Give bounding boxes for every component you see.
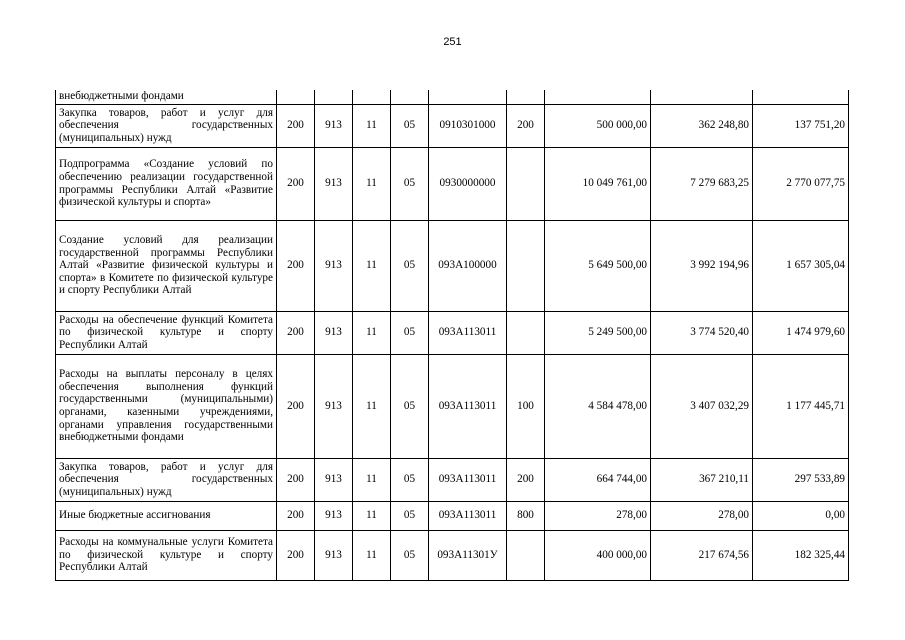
table-cell-ministry: 913 xyxy=(315,104,353,147)
table-cell-section: 11 xyxy=(353,311,391,354)
target-code: 093А100000 xyxy=(438,259,497,272)
table-row xyxy=(56,90,849,104)
table-cell-target-code xyxy=(429,354,507,458)
table-cell-remainder: 137 751,20 xyxy=(753,104,849,147)
table-cell-name: Иные бюджетные ассигнования xyxy=(56,501,277,530)
table-cell-expense-type: 200 xyxy=(507,104,545,147)
table-cell-executed xyxy=(651,90,753,104)
table-cell-plan: 5 249 500,00 xyxy=(545,311,651,354)
table-cell-plan: 4 584 478,00 xyxy=(545,354,651,458)
page-number: 251 xyxy=(443,36,462,48)
target-code: 093А113011 xyxy=(438,399,497,412)
table-cell-admin: 200 xyxy=(277,530,315,580)
table-cell-subsection: 05 xyxy=(391,354,429,458)
table-cell-target-code xyxy=(429,458,507,501)
table-cell-executed: 362 248,80 xyxy=(651,104,753,147)
table-cell-subsection: 05 xyxy=(391,104,429,147)
table-row xyxy=(56,354,849,458)
table-cell-expense-type xyxy=(507,220,545,311)
table-cell-section: 11 xyxy=(353,220,391,311)
table-cell-name: внебюджетными фондами xyxy=(56,90,277,104)
table-cell-ministry: 913 xyxy=(315,354,353,458)
table-cell-section: 11 xyxy=(353,104,391,147)
table-cell-section: 11 xyxy=(353,458,391,501)
table-cell-name: Закупка товаров, работ и услуг для обеспечения государственных (муниципальных) нужд xyxy=(56,458,277,501)
table-cell-expense-type xyxy=(507,311,545,354)
table-cell-ministry: 913 xyxy=(315,220,353,311)
table-row xyxy=(56,104,849,147)
target-code: 0910301000 xyxy=(439,119,496,132)
table-cell-admin xyxy=(277,90,315,104)
table-cell-target-code xyxy=(429,147,507,220)
table-cell-ministry: 913 xyxy=(315,530,353,580)
table-cell-remainder xyxy=(753,90,849,104)
table-cell-subsection xyxy=(391,90,429,104)
target-code: 093А113011 xyxy=(438,326,497,339)
table-cell-name: Подпрограмма «Создание условий по обеспечению реализации государственной программы Республики Алтай «Развитие физической культуры и спорта» xyxy=(56,147,277,220)
table-cell-expense-type: 200 xyxy=(507,458,545,501)
table-cell-admin: 200 xyxy=(277,104,315,147)
table-cell-executed: 278,00 xyxy=(651,501,753,530)
table-cell-admin: 200 xyxy=(277,458,315,501)
table-cell-executed: 3 992 194,96 xyxy=(651,220,753,311)
table-cell-name: Расходы на обеспечение функций Комитета по физической культуре и спорту Республики Алтай xyxy=(56,311,277,354)
table-cell-plan: 500 000,00 xyxy=(545,104,651,147)
table-cell-ministry: 913 xyxy=(315,311,353,354)
table-cell-expense-type: 800 xyxy=(507,501,545,530)
table-cell-remainder: 182 325,44 xyxy=(753,530,849,580)
table-cell-executed: 3 774 520,40 xyxy=(651,311,753,354)
table-cell-remainder: 1 657 305,04 xyxy=(753,220,849,311)
table-row xyxy=(56,220,849,311)
table-cell-subsection: 05 xyxy=(391,501,429,530)
table-cell-target-code xyxy=(429,220,507,311)
table-cell-section xyxy=(353,90,391,104)
table-cell-executed: 217 674,56 xyxy=(651,530,753,580)
table-cell-subsection: 05 xyxy=(391,311,429,354)
table-cell-admin: 200 xyxy=(277,354,315,458)
table-cell-target-code xyxy=(429,311,507,354)
table-cell-ministry: 913 xyxy=(315,147,353,220)
table-cell-admin: 200 xyxy=(277,220,315,311)
table-cell-remainder: 2 770 077,75 xyxy=(753,147,849,220)
table-cell-expense-type xyxy=(507,90,545,104)
table-cell-admin: 200 xyxy=(277,501,315,530)
table-cell-name: Расходы на выплаты персоналу в целях обеспечения выполнения функций государственными (муниципальными) органами, казенными учреждениями, органами управления государственными внебюджетными фондами xyxy=(56,354,277,458)
table-cell-expense-type xyxy=(507,147,545,220)
table-cell-expense-type xyxy=(507,530,545,580)
table-cell-name: Расходы на коммунальные услуги Комитета по физической культуре и спорту Республики Алтай xyxy=(56,530,277,580)
table-cell-ministry xyxy=(315,90,353,104)
table-cell-target-code xyxy=(429,530,507,580)
target-code: 093А11301У xyxy=(437,548,498,561)
table-cell-section: 11 xyxy=(353,501,391,530)
table-cell-name: Закупка товаров, работ и услуг для обеспечения государственных (муниципальных) нужд xyxy=(56,104,277,147)
target-code: 0930000000 xyxy=(439,177,496,190)
table-cell-expense-type: 100 xyxy=(507,354,545,458)
table-cell-remainder: 0,00 xyxy=(753,501,849,530)
table-cell-target-code xyxy=(429,501,507,530)
table-cell-name: Создание условий для реализации государственной программы Республики Алтай «Развитие физической культуры и спорта» в Комитете по физической культуре и спорту Республики Алтай xyxy=(56,220,277,311)
table-body xyxy=(56,90,849,580)
target-code: 093А113011 xyxy=(438,473,497,486)
table-cell-section: 11 xyxy=(353,354,391,458)
target-code: 093А113011 xyxy=(438,509,497,522)
table-row xyxy=(56,501,849,530)
table-cell-ministry: 913 xyxy=(315,501,353,530)
table-row xyxy=(56,311,849,354)
table-row xyxy=(56,458,849,501)
budget-table xyxy=(55,90,849,581)
table-cell-section: 11 xyxy=(353,147,391,220)
table-cell-plan: 10 049 761,00 xyxy=(545,147,651,220)
table-cell-admin: 200 xyxy=(277,147,315,220)
table-cell-plan: 5 649 500,00 xyxy=(545,220,651,311)
table-cell-subsection: 05 xyxy=(391,147,429,220)
table-cell-plan: 664 744,00 xyxy=(545,458,651,501)
table-row xyxy=(56,147,849,220)
table-cell-subsection: 05 xyxy=(391,530,429,580)
table-cell-plan: 400 000,00 xyxy=(545,530,651,580)
table-cell-subsection: 05 xyxy=(391,458,429,501)
table-cell-section: 11 xyxy=(353,530,391,580)
table-cell-plan xyxy=(545,90,651,104)
table-cell-plan: 278,00 xyxy=(545,501,651,530)
table-cell-remainder: 297 533,89 xyxy=(753,458,849,501)
table-row xyxy=(56,530,849,580)
table-cell-target-code xyxy=(429,104,507,147)
table-cell-executed: 367 210,11 xyxy=(651,458,753,501)
table-cell-target-code xyxy=(429,90,507,104)
table-cell-executed: 3 407 032,29 xyxy=(651,354,753,458)
table-cell-remainder: 1 474 979,60 xyxy=(753,311,849,354)
table-cell-executed: 7 279 683,25 xyxy=(651,147,753,220)
table-cell-subsection: 05 xyxy=(391,220,429,311)
table-cell-remainder: 1 177 445,71 xyxy=(753,354,849,458)
table-cell-admin: 200 xyxy=(277,311,315,354)
table-cell-ministry: 913 xyxy=(315,458,353,501)
